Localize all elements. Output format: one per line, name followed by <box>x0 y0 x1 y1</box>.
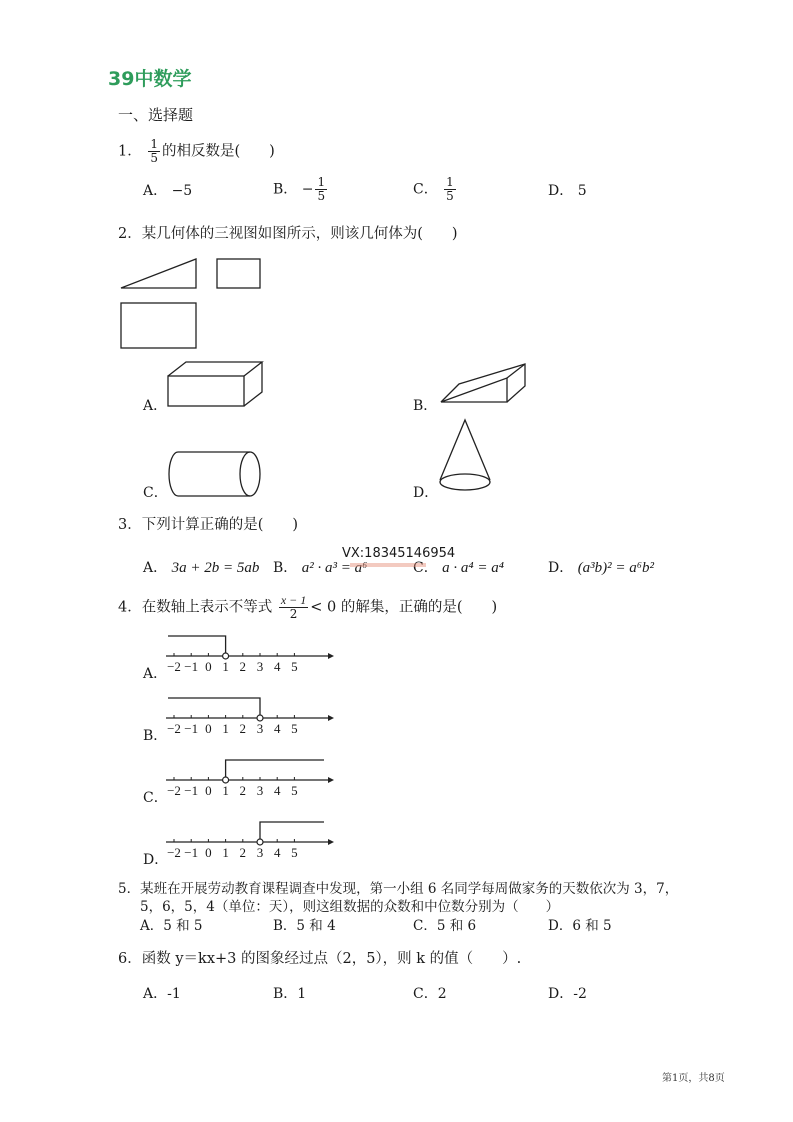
q6-option-c[interactable] <box>413 983 447 1003</box>
question-number: 6． <box>118 951 142 967</box>
question-text: 的相反数是( ) <box>161 143 275 160</box>
fraction-numerator: 1 <box>446 175 454 189</box>
option-sign: − <box>301 181 314 198</box>
option-expression: a² · a³ = a⁶ <box>301 560 368 576</box>
axis-tick-label: −1 <box>184 659 199 674</box>
q2-option-b[interactable]: B． <box>413 398 438 414</box>
q5-option-c[interactable] <box>413 914 476 934</box>
question-5-stem-line1 <box>118 877 678 897</box>
fraction <box>315 176 327 203</box>
axis-tick-label: −1 <box>184 783 199 798</box>
question-5-stem-line2: 5，6，5，4（单位：天），则这组数据的众数和中位数分别为（ ） <box>140 899 560 915</box>
option-letter: A． <box>143 183 168 199</box>
axis-tick-label: 4 <box>273 659 281 674</box>
question-number: 3． <box>118 517 142 533</box>
option-text: -1 <box>167 986 181 1002</box>
option-letter: B． <box>273 918 297 934</box>
axis-tick-label: 2 <box>239 721 247 736</box>
axis-tick-label: −2 <box>167 721 181 736</box>
option-letter: D． <box>548 986 574 1002</box>
option-letter: D． <box>548 918 573 934</box>
option-text: 5 <box>577 183 587 199</box>
q2-option-d[interactable]: D． <box>413 485 439 501</box>
q1-option-c[interactable] <box>413 176 458 203</box>
watermark: VX:18345146954 <box>342 546 456 561</box>
option-letter: B． <box>273 181 298 198</box>
question-text: 某几何体的三视图如图所示，则该几何体为( ) <box>141 226 458 242</box>
axis-tick-label: 3 <box>256 659 264 674</box>
fraction-numerator: 1 <box>317 175 326 189</box>
q3-option-d[interactable] <box>548 557 654 577</box>
question-number: 4． <box>118 599 142 616</box>
axis-tick-label: 3 <box>256 845 264 860</box>
question-number: 5． <box>118 881 141 897</box>
option-text: 5 和 5 <box>163 918 203 934</box>
axis-tick-label: 3 <box>256 721 264 736</box>
fraction-numerator: 1 <box>150 137 158 151</box>
fraction <box>279 594 308 621</box>
open-endpoint <box>223 777 229 783</box>
q1-option-a[interactable] <box>143 180 192 200</box>
q6-option-a[interactable] <box>143 983 181 1003</box>
solution-ray <box>226 760 324 777</box>
axis-arrow <box>328 715 334 721</box>
question-3-stem <box>118 513 298 534</box>
axis-arrow <box>328 777 334 783</box>
option-letter: D． <box>548 560 574 576</box>
option-text: 5 和 4 <box>296 918 336 934</box>
question-number: 2． <box>118 226 142 242</box>
axis-tick-label: 0 <box>205 659 212 674</box>
axis-tick-label: 5 <box>291 721 298 736</box>
axis-tick-label: 1 <box>222 845 229 860</box>
axis-tick-label: 5 <box>291 783 298 798</box>
q1-option-b[interactable] <box>273 176 329 203</box>
question-text: 函数 y＝kx+3 的图象经过点（2，5），则 k 的值（ ）. <box>141 951 522 967</box>
number-line-c <box>162 752 342 802</box>
option-text: 2 <box>437 986 447 1002</box>
q1-option-d[interactable] <box>548 180 587 200</box>
option-expression: 3a + 2b = 5ab <box>171 560 260 576</box>
option-letter: C． <box>413 918 437 934</box>
fraction-denominator: 5 <box>446 189 454 203</box>
axis-tick-label: 2 <box>239 845 247 860</box>
axis-tick-label: −2 <box>167 783 181 798</box>
open-endpoint <box>257 839 263 845</box>
option-letter: A． <box>143 986 168 1002</box>
axis-tick-label: −1 <box>184 721 199 736</box>
option-expression: a · a⁴ = a⁴ <box>442 560 504 576</box>
option-text: 6 和 5 <box>572 918 612 934</box>
q6-option-d[interactable] <box>548 983 587 1003</box>
fraction-numerator: x − 1 <box>280 593 307 607</box>
open-endpoint <box>223 653 229 659</box>
fraction <box>148 138 160 165</box>
question-2-stem <box>118 222 458 243</box>
q2-option-c[interactable]: C． <box>143 485 168 501</box>
open-endpoint <box>257 715 263 721</box>
axis-tick-label: 4 <box>273 845 281 860</box>
rectangular-prism-figure <box>166 360 266 410</box>
option-letter: C． <box>413 181 438 198</box>
axis-tick-label: 4 <box>273 783 281 798</box>
question-text: 下列计算正确的是( ) <box>141 517 299 533</box>
question-number: 1． <box>118 143 142 160</box>
question-text: < 0 的解集，正确的是( ) <box>310 599 498 616</box>
q4-option-d[interactable]: D． <box>143 852 169 868</box>
axis-tick-label: 0 <box>205 721 212 736</box>
q5-option-d[interactable] <box>548 914 612 934</box>
watermark-smear <box>350 562 430 570</box>
axis-tick-label: 5 <box>291 659 298 674</box>
cylinder-figure <box>166 450 266 500</box>
cone-figure <box>438 418 498 498</box>
side-view-rectangle <box>217 259 260 288</box>
q2-option-a[interactable]: A． <box>143 398 168 414</box>
axis-tick-label: 5 <box>291 845 298 860</box>
q5-option-a[interactable] <box>140 914 203 934</box>
question-4-stem <box>118 594 497 621</box>
q4-option-a[interactable]: A． <box>143 666 168 682</box>
option-letter: C． <box>413 986 438 1002</box>
axis-tick-label: 2 <box>239 783 247 798</box>
option-letter: D． <box>548 183 574 199</box>
axis-tick-label: 1 <box>222 783 229 798</box>
solution-ray <box>168 698 260 715</box>
option-text: 5 和 6 <box>436 918 477 934</box>
axis-tick-label: −2 <box>167 659 181 674</box>
fraction-denominator: 5 <box>150 151 158 165</box>
question-1-stem <box>118 138 275 165</box>
axis-arrow <box>328 653 334 659</box>
section-heading: 一、选择题 <box>118 106 194 124</box>
axis-tick-label: −1 <box>184 845 199 860</box>
option-expression: (a³b)² = a⁶b² <box>577 560 655 576</box>
axis-arrow <box>328 839 334 845</box>
option-text: 1 <box>297 986 307 1002</box>
option-letter: B． <box>273 986 298 1002</box>
axis-tick-label: 0 <box>205 783 212 798</box>
question-text: 在数轴上表示不等式 <box>141 599 273 616</box>
axis-tick-label: 0 <box>205 845 212 860</box>
number-line-b <box>162 690 342 740</box>
q5-option-b[interactable] <box>273 914 336 934</box>
q6-option-b[interactable] <box>273 983 306 1003</box>
q4-option-b[interactable]: B． <box>143 728 168 744</box>
option-letter: C． <box>413 560 438 576</box>
q4-option-c[interactable]: C． <box>143 790 168 806</box>
axis-tick-label: 4 <box>273 721 281 736</box>
fraction-denominator: 5 <box>317 189 326 203</box>
axis-tick-label: 3 <box>256 783 264 798</box>
number-line-d <box>162 814 342 864</box>
option-letter: A． <box>143 560 168 576</box>
option-letter: B． <box>273 560 298 576</box>
axis-tick-label: 1 <box>222 659 229 674</box>
option-letter: A． <box>140 918 164 934</box>
question-text: 某班在开展劳动教育课程调查中发现，第一小组 6 名同学每周做家务的天数依次为 3，7， <box>140 881 679 897</box>
front-view-triangle <box>121 259 196 288</box>
option-text: -2 <box>573 986 587 1002</box>
option-text: −5 <box>171 183 193 199</box>
axis-tick-label: 1 <box>222 721 229 736</box>
number-line-a <box>162 628 342 678</box>
fraction-denominator: 2 <box>289 607 298 621</box>
axis-tick-label: −2 <box>167 845 181 860</box>
top-view-rectangle <box>121 303 196 348</box>
fraction <box>444 176 456 203</box>
question-6-stem <box>118 947 521 968</box>
solution-ray <box>168 636 226 653</box>
triangular-prism-figure <box>437 362 529 410</box>
q3-option-a[interactable] <box>143 557 259 577</box>
three-view-drawing <box>118 256 268 352</box>
solution-ray <box>260 822 324 839</box>
page-title: 39中数学 <box>108 68 192 90</box>
axis-tick-label: 2 <box>239 659 247 674</box>
page-number: 第1页，共8页 <box>662 1073 725 1084</box>
